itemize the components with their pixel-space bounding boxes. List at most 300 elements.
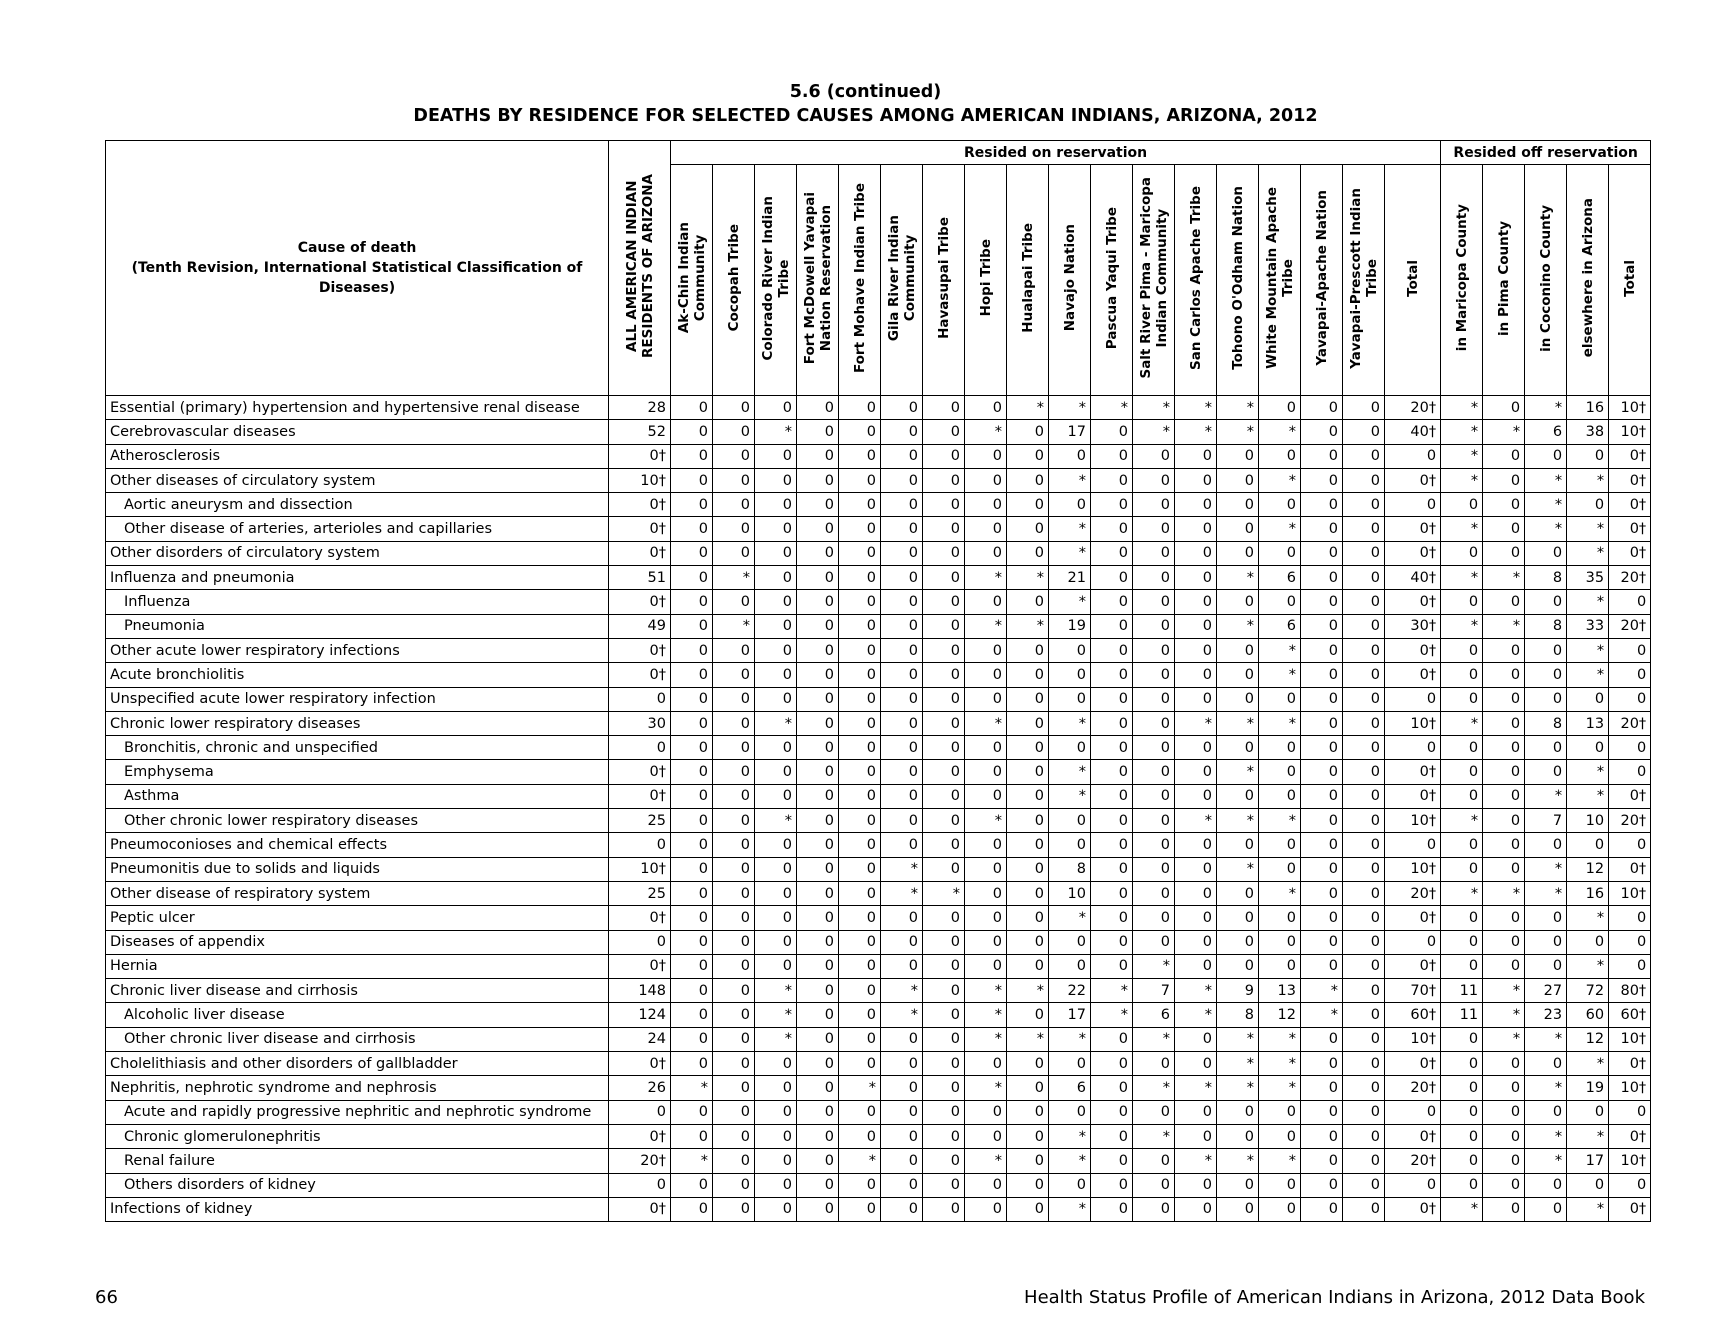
value-cell: 17 (1049, 1003, 1091, 1027)
value-cell: 0 (1133, 614, 1175, 638)
value-cell: * (965, 420, 1007, 444)
value-cell: 0 (923, 1003, 965, 1027)
value-cell: * (1259, 1052, 1301, 1076)
value-cell: 0 (1007, 881, 1049, 905)
value-cell: 0 (671, 1197, 713, 1221)
value-cell: 0 (1091, 1052, 1133, 1076)
value-cell: 0 (1259, 493, 1301, 517)
value-cell: * (1567, 541, 1609, 565)
column-header-label (1020, 223, 1036, 333)
value-cell: 0 (839, 1173, 881, 1197)
value-cell: 0 (797, 1052, 839, 1076)
value-cell: 0 (1441, 663, 1483, 687)
value-cell: 0 (839, 736, 881, 760)
value-cell: 0 (1301, 1052, 1343, 1076)
value-cell: 0 (881, 833, 923, 857)
value-cell: 0 (1441, 1027, 1483, 1051)
value-cell: 0 (1343, 930, 1385, 954)
cause-header-line-1: Cause of death (297, 240, 417, 256)
value-cell: 0 (1007, 736, 1049, 760)
value-cell: 0 (1385, 687, 1441, 711)
value-cell: 6 (1259, 614, 1301, 638)
value-cell: 0 (881, 590, 923, 614)
value-cell: 0 (713, 954, 755, 978)
value-cell: * (1567, 784, 1609, 808)
value-cell: 0 (1175, 857, 1217, 881)
value-cell: 0 (1007, 1124, 1049, 1148)
value-cell: * (1525, 857, 1567, 881)
table-row (106, 420, 1651, 444)
value-cell: 0 (1091, 493, 1133, 517)
value-cell: 0 (1007, 420, 1049, 444)
value-cell: 0 (755, 1100, 797, 1124)
table-row (106, 1149, 1651, 1173)
value-cell: 0 (923, 1197, 965, 1221)
value-cell: 0 (671, 809, 713, 833)
value-cell: 0 (1007, 1100, 1049, 1124)
table-row (106, 1124, 1651, 1148)
value-cell: 0 (713, 468, 755, 492)
value-cell: * (1301, 979, 1343, 1003)
value-cell: 0† (1609, 541, 1651, 565)
value-cell: 0 (1133, 493, 1175, 517)
value-cell: 0 (1301, 1027, 1343, 1051)
value-cell: 0 (1133, 784, 1175, 808)
value-cell: 0 (1049, 833, 1091, 857)
value-cell: 0 (1301, 638, 1343, 662)
value-cell: * (671, 1076, 713, 1100)
value-cell: 60† (1609, 1003, 1651, 1027)
value-cell: 0 (965, 1052, 1007, 1076)
value-cell: 0 (1175, 1027, 1217, 1051)
column-header (1609, 165, 1651, 396)
value-cell: 0 (1301, 857, 1343, 881)
value-cell: * (1217, 857, 1259, 881)
value-cell: 0 (713, 979, 755, 1003)
value-cell: 10† (1385, 809, 1441, 833)
column-header-line: Gila River Indian (885, 214, 902, 342)
value-cell: 0 (923, 906, 965, 930)
value-cell: 0 (1567, 444, 1609, 468)
value-cell: 0 (1301, 711, 1343, 735)
value-cell: 0 (839, 663, 881, 687)
value-cell: 0 (1343, 857, 1385, 881)
value-cell: 0 (965, 517, 1007, 541)
value-cell: 0 (881, 930, 923, 954)
value-cell: 0 (1007, 954, 1049, 978)
value-cell: 0 (671, 979, 713, 1003)
value-cell: * (1525, 784, 1567, 808)
value-cell: 0 (1007, 638, 1049, 662)
value-cell: 0 (1609, 663, 1651, 687)
value-cell: 0 (965, 760, 1007, 784)
value-cell: 0 (1483, 711, 1525, 735)
value-cell: 6 (1133, 1003, 1175, 1027)
value-cell: 0 (713, 1197, 755, 1221)
value-cell: 0 (881, 1149, 923, 1173)
value-cell: 40† (1385, 566, 1441, 590)
value-cell: 0 (881, 760, 923, 784)
value-cell: 0 (839, 566, 881, 590)
value-cell: 0 (839, 444, 881, 468)
value-cell: * (1133, 1124, 1175, 1148)
value-cell: 0 (1217, 468, 1259, 492)
value-cell: * (1441, 566, 1483, 590)
value-cell: 0 (671, 1124, 713, 1148)
value-cell: 0 (965, 930, 1007, 954)
value-cell: 0 (797, 638, 839, 662)
value-cell: 30 (609, 711, 671, 735)
value-cell: 0 (923, 541, 965, 565)
value-cell: 0 (881, 493, 923, 517)
value-cell: 20† (1609, 809, 1651, 833)
value-cell: 0 (1385, 444, 1441, 468)
cause-cell: Essential (primary) hypertension and hypertensive renal disease (106, 396, 609, 420)
column-header-label (1622, 260, 1638, 297)
value-cell: 0 (713, 517, 755, 541)
value-cell: * (1259, 711, 1301, 735)
column-header (797, 165, 839, 396)
value-cell: 0 (839, 396, 881, 420)
table-row (106, 517, 1651, 541)
value-cell: 0 (1175, 590, 1217, 614)
value-cell: 0 (797, 1124, 839, 1148)
value-cell: 0 (1217, 954, 1259, 978)
column-header (1343, 165, 1385, 396)
value-cell: 0 (839, 420, 881, 444)
value-cell: 0 (1259, 687, 1301, 711)
value-cell: 0 (671, 736, 713, 760)
column-header-line: Tribe (1363, 259, 1380, 297)
value-cell: 0 (671, 396, 713, 420)
value-cell: 0 (1091, 954, 1133, 978)
value-cell: 0 (1049, 663, 1091, 687)
value-cell: 0 (797, 420, 839, 444)
value-cell: 17 (1049, 420, 1091, 444)
value-cell: 0 (671, 541, 713, 565)
value-cell: 0† (1609, 1124, 1651, 1148)
value-cell: * (1217, 420, 1259, 444)
value-cell: 0 (1301, 663, 1343, 687)
value-cell: 0† (1609, 1052, 1651, 1076)
value-cell: * (965, 1003, 1007, 1027)
value-cell: 0 (1175, 1124, 1217, 1148)
value-cell: 0 (1525, 1100, 1567, 1124)
value-cell: 0 (1133, 638, 1175, 662)
value-cell: 0 (881, 1027, 923, 1051)
value-cell: 0 (1175, 638, 1217, 662)
value-cell: * (965, 1027, 1007, 1051)
value-cell: 0† (1385, 1052, 1441, 1076)
value-cell: 0 (1133, 711, 1175, 735)
value-cell: 72 (1567, 979, 1609, 1003)
value-cell: 0 (1007, 711, 1049, 735)
value-cell: 0 (1609, 1173, 1651, 1197)
value-cell: * (755, 420, 797, 444)
value-cell: 0 (1049, 736, 1091, 760)
value-cell: 0 (1049, 954, 1091, 978)
value-cell: 0 (1091, 663, 1133, 687)
value-cell: 0 (1091, 566, 1133, 590)
value-cell: 0 (881, 687, 923, 711)
value-cell: 0 (1483, 906, 1525, 930)
table-row (106, 954, 1651, 978)
column-header (1007, 165, 1049, 396)
value-cell: 0 (965, 468, 1007, 492)
value-cell: 0 (1091, 638, 1133, 662)
value-cell: 0 (965, 541, 1007, 565)
value-cell: * (1567, 517, 1609, 541)
value-cell: 0 (1049, 1173, 1091, 1197)
value-cell: 0 (755, 663, 797, 687)
value-cell: 0 (1091, 906, 1133, 930)
value-cell: 0 (671, 517, 713, 541)
value-cell: 0 (713, 760, 755, 784)
value-cell: 0 (965, 687, 1007, 711)
value-cell: 20† (1385, 1076, 1441, 1100)
value-cell: 22 (1049, 979, 1091, 1003)
column-header-label (1496, 221, 1512, 336)
value-cell: 0† (1609, 493, 1651, 517)
value-cell: 0 (1525, 638, 1567, 662)
value-cell: 0 (755, 468, 797, 492)
value-cell: 0 (1343, 687, 1385, 711)
value-cell: 0 (797, 833, 839, 857)
value-cell: 0 (797, 517, 839, 541)
value-cell: 0 (1133, 1052, 1175, 1076)
value-cell: * (1525, 1149, 1567, 1173)
value-cell: 13 (1567, 711, 1609, 735)
value-cell: * (1133, 420, 1175, 444)
value-cell: 0 (713, 638, 755, 662)
value-cell: 0 (1483, 444, 1525, 468)
value-cell: 0 (1525, 760, 1567, 784)
value-cell: 0 (1483, 468, 1525, 492)
value-cell: 0 (1483, 954, 1525, 978)
value-cell: 0 (1049, 638, 1091, 662)
value-cell: 0 (1133, 687, 1175, 711)
value-cell: 0 (1483, 1052, 1525, 1076)
value-cell: 0 (797, 930, 839, 954)
value-cell: 0 (755, 1124, 797, 1148)
value-cell: 0 (713, 396, 755, 420)
value-cell: 0 (1483, 736, 1525, 760)
value-cell: 0 (1091, 590, 1133, 614)
column-header (671, 165, 713, 396)
value-cell: 0 (671, 638, 713, 662)
value-cell: 0† (609, 1124, 671, 1148)
value-cell: 6 (1259, 566, 1301, 590)
value-cell: 0† (609, 663, 671, 687)
value-cell: 0 (965, 1173, 1007, 1197)
value-cell: * (713, 566, 755, 590)
value-cell: 0 (713, 541, 755, 565)
page-number: 66 (95, 1287, 118, 1308)
value-cell: 0 (1217, 638, 1259, 662)
value-cell: 0 (1217, 1197, 1259, 1221)
value-cell: * (755, 711, 797, 735)
value-cell: 0 (1525, 906, 1567, 930)
value-cell: 0 (1343, 420, 1385, 444)
value-cell: 60 (1567, 1003, 1609, 1027)
cause-cell: Other chronic liver disease and cirrhosis (106, 1027, 609, 1051)
value-cell: 0 (1441, 930, 1483, 954)
value-cell: 0 (1343, 1100, 1385, 1124)
table-row (106, 663, 1651, 687)
value-cell: 49 (609, 614, 671, 638)
column-header-label (1348, 188, 1380, 369)
value-cell: 8 (1049, 857, 1091, 881)
value-cell: 0 (1609, 590, 1651, 614)
value-cell: 0 (1007, 857, 1049, 881)
value-cell: 0 (1217, 1100, 1259, 1124)
value-cell: 33 (1567, 614, 1609, 638)
value-cell: 0 (1259, 760, 1301, 784)
value-cell: 70† (1385, 979, 1441, 1003)
value-cell: 0 (1133, 906, 1175, 930)
value-cell: 0 (1343, 1197, 1385, 1221)
value-cell: * (1175, 979, 1217, 1003)
column-header-label (936, 217, 952, 339)
value-cell: 0 (1343, 444, 1385, 468)
value-cell: 0 (881, 736, 923, 760)
value-cell: * (965, 1149, 1007, 1173)
value-cell: 13 (1259, 979, 1301, 1003)
column-header-line: San Carlos Apache Tribe (1187, 186, 1204, 370)
value-cell: 0 (1441, 906, 1483, 930)
value-cell: 0 (671, 833, 713, 857)
value-cell: * (1259, 517, 1301, 541)
value-cell: * (1567, 638, 1609, 662)
value-cell: 0 (839, 930, 881, 954)
value-cell: * (1483, 979, 1525, 1003)
value-cell: 0 (881, 1100, 923, 1124)
value-cell: 0 (713, 1100, 755, 1124)
value-cell: 0 (1133, 517, 1175, 541)
value-cell: 0 (797, 857, 839, 881)
value-cell: 0 (1091, 444, 1133, 468)
value-cell: 0 (1343, 590, 1385, 614)
value-cell: 0† (1385, 590, 1441, 614)
value-cell: 0 (1007, 1052, 1049, 1076)
value-cell: 0 (1483, 833, 1525, 857)
value-cell: 0 (1007, 663, 1049, 687)
value-cell: 0 (1525, 954, 1567, 978)
value-cell: * (1259, 1076, 1301, 1100)
value-cell: 0 (1385, 930, 1441, 954)
column-header (1441, 165, 1483, 396)
value-cell: * (965, 614, 1007, 638)
value-cell: 0 (1217, 833, 1259, 857)
value-cell: 0 (755, 833, 797, 857)
value-cell: 7 (1133, 979, 1175, 1003)
value-cell: 0 (671, 954, 713, 978)
value-cell: * (1217, 566, 1259, 590)
value-cell: 0 (923, 1124, 965, 1148)
value-cell: 0 (1301, 517, 1343, 541)
value-cell: 0 (755, 954, 797, 978)
cause-header-line-2: (Tenth Revision, International Statistical Classification of Diseases) (131, 260, 583, 296)
value-cell: 0 (797, 736, 839, 760)
value-cell: 0 (1343, 1124, 1385, 1148)
value-cell: 0 (755, 930, 797, 954)
column-header (1483, 165, 1525, 396)
value-cell: 0 (755, 566, 797, 590)
value-cell: 0 (839, 954, 881, 978)
value-cell: 0 (1441, 954, 1483, 978)
value-cell: 0 (923, 784, 965, 808)
value-cell: 0 (755, 493, 797, 517)
value-cell: * (1441, 396, 1483, 420)
value-cell: 0 (1441, 1173, 1483, 1197)
header-row-groups (106, 141, 1651, 165)
value-cell: 0 (1133, 857, 1175, 881)
value-cell: 0 (1175, 954, 1217, 978)
value-cell: 0 (881, 906, 923, 930)
cause-cell: Bronchitis, chronic and unspecified (106, 736, 609, 760)
value-cell: * (1483, 420, 1525, 444)
column-header (1175, 165, 1217, 396)
value-cell: 0 (1343, 954, 1385, 978)
value-cell: 10 (1567, 809, 1609, 833)
table-row (106, 1052, 1651, 1076)
value-cell: * (1525, 1124, 1567, 1148)
value-cell: 0 (797, 906, 839, 930)
value-cell: 0† (609, 906, 671, 930)
table-row (106, 566, 1651, 590)
value-cell: 10† (1609, 1027, 1651, 1051)
value-cell: 0 (1175, 517, 1217, 541)
value-cell: 0 (1133, 590, 1175, 614)
value-cell: 0 (965, 857, 1007, 881)
column-header (839, 165, 881, 396)
value-cell: 0 (1049, 493, 1091, 517)
value-cell: 0 (1217, 930, 1259, 954)
cause-cell: Alcoholic liver disease (106, 1003, 609, 1027)
table-row (106, 906, 1651, 930)
value-cell: 0 (1343, 784, 1385, 808)
value-cell: 0 (1133, 881, 1175, 905)
value-cell: 0 (839, 1197, 881, 1221)
value-cell: 0 (713, 881, 755, 905)
value-cell: 0 (839, 711, 881, 735)
value-cell: 27 (1525, 979, 1567, 1003)
value-cell: 0 (1007, 541, 1049, 565)
value-cell: 6 (1525, 420, 1567, 444)
value-cell: 0 (1609, 736, 1651, 760)
value-cell: * (1175, 1076, 1217, 1100)
table-row (106, 833, 1651, 857)
value-cell: 0 (1301, 1100, 1343, 1124)
value-cell: 0 (755, 736, 797, 760)
value-cell: 0† (609, 590, 671, 614)
value-cell: * (1567, 468, 1609, 492)
table-row (106, 1076, 1651, 1100)
table-row (106, 1197, 1651, 1221)
value-cell: 0 (1133, 809, 1175, 833)
value-cell: * (1049, 396, 1091, 420)
value-cell: 0 (755, 1197, 797, 1221)
cause-cell: Renal failure (106, 1149, 609, 1173)
cause-column-header (106, 141, 609, 396)
value-cell: 0 (1567, 687, 1609, 711)
value-cell: 0 (1007, 590, 1049, 614)
column-header-label (852, 183, 868, 373)
value-cell: 0 (797, 687, 839, 711)
column-header-line: Hopi Tribe (977, 239, 994, 317)
value-cell: * (755, 1003, 797, 1027)
value-cell: 0 (1007, 809, 1049, 833)
